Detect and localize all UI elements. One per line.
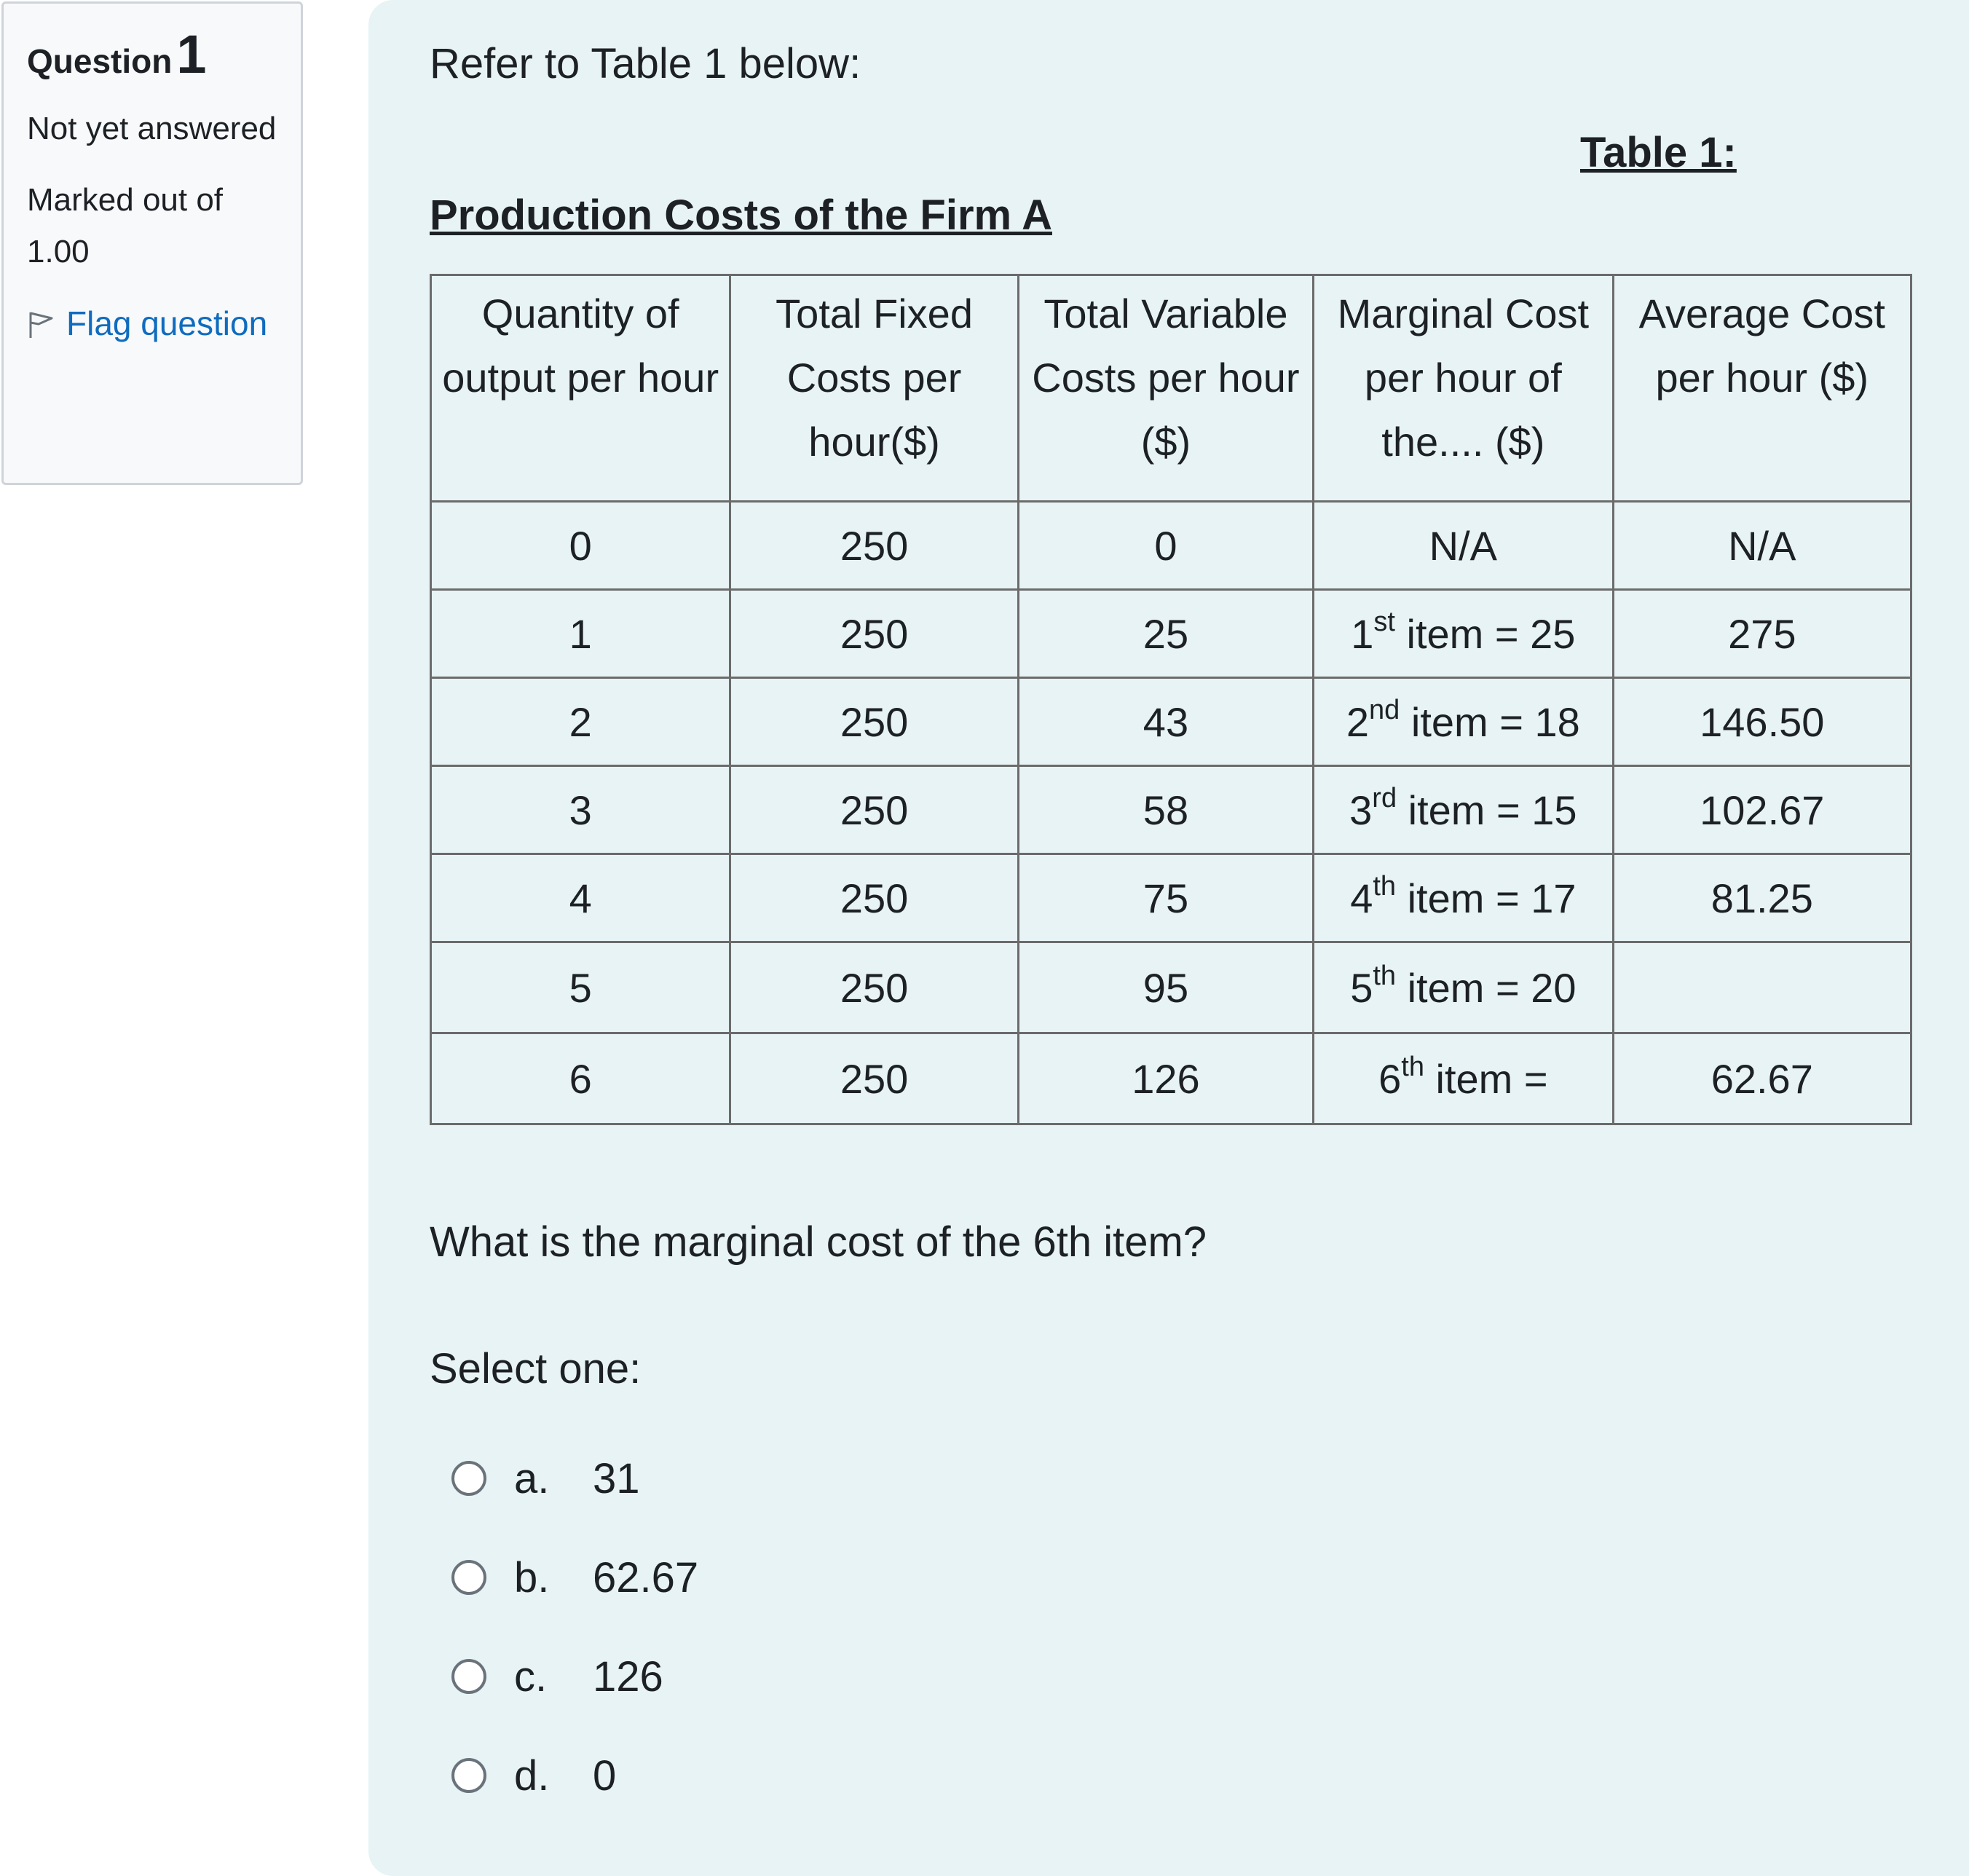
mc-value: item = 15 bbox=[1397, 787, 1577, 833]
option-value: 126 bbox=[593, 1652, 663, 1700]
option-value: 31 bbox=[593, 1454, 640, 1502]
radio-button[interactable] bbox=[451, 1659, 486, 1694]
cell-quantity: 4 bbox=[431, 854, 730, 942]
question-label: Question bbox=[27, 42, 173, 80]
mc-ordinal: 2 bbox=[1346, 698, 1370, 745]
cell-quantity: 5 bbox=[431, 942, 730, 1033]
header-total-fixed-costs: Total Fixed Costs per hour($) bbox=[730, 275, 1018, 502]
cell-quantity: 0 bbox=[431, 502, 730, 590]
cell-mc bbox=[1314, 854, 1613, 942]
cell-ac: 102.67 bbox=[1613, 766, 1911, 854]
mc-value: item = 20 bbox=[1396, 964, 1577, 1011]
header-average-cost: Average Cost per hour ($) bbox=[1613, 275, 1911, 502]
mc-ordinal: 3 bbox=[1349, 787, 1373, 833]
cell-tfc: 250 bbox=[730, 854, 1018, 942]
mc-ordinal-suffix: th bbox=[1373, 960, 1397, 991]
table-row bbox=[431, 590, 1911, 678]
question-info-panel bbox=[1, 1, 303, 485]
cell-quantity: 6 bbox=[431, 1033, 730, 1124]
answer-options bbox=[451, 1429, 698, 1825]
answer-option-b[interactable] bbox=[451, 1528, 698, 1627]
cell-tfc: 250 bbox=[730, 590, 1018, 678]
option-value: 62.67 bbox=[593, 1553, 699, 1601]
mc-ordinal-suffix: th bbox=[1401, 1051, 1424, 1082]
cell-mc bbox=[1314, 1033, 1613, 1124]
table-header-row bbox=[431, 275, 1911, 502]
mc-ordinal: 1 bbox=[1351, 610, 1374, 657]
question-state: Not yet answered bbox=[27, 110, 277, 146]
mc-value: item = 18 bbox=[1400, 698, 1580, 745]
cell-tvc: 0 bbox=[1018, 502, 1313, 590]
cell-ac bbox=[1613, 942, 1911, 1033]
cell-tfc: 250 bbox=[730, 502, 1018, 590]
option-value: 0 bbox=[593, 1751, 617, 1800]
option-letter: c. bbox=[514, 1652, 548, 1700]
mc-ordinal: 5 bbox=[1350, 964, 1373, 1011]
mc-ordinal-suffix: st bbox=[1373, 606, 1395, 637]
cell-tfc: 250 bbox=[730, 678, 1018, 766]
mc-value: item = bbox=[1424, 1055, 1548, 1102]
mc-ordinal-suffix: rd bbox=[1372, 782, 1397, 813]
mc-value: item = 25 bbox=[1394, 610, 1576, 657]
cell-ac: 62.67 bbox=[1613, 1033, 1911, 1124]
select-one-prompt: Select one: bbox=[430, 1345, 642, 1392]
cell-mc bbox=[1314, 678, 1613, 766]
header-total-variable-costs: Total Variable Costs per hour ($) bbox=[1018, 275, 1313, 502]
radio-button[interactable] bbox=[451, 1560, 486, 1595]
answer-option-d[interactable] bbox=[451, 1726, 698, 1825]
table-row bbox=[431, 942, 1911, 1033]
answer-option-a[interactable] bbox=[451, 1429, 698, 1528]
flag-question-label: Flag question bbox=[66, 304, 268, 342]
cell-ac: 275 bbox=[1613, 590, 1911, 678]
table-row bbox=[431, 854, 1911, 942]
production-costs-table bbox=[430, 274, 1912, 1125]
cell-tfc: 250 bbox=[730, 942, 1018, 1033]
cell-quantity: 3 bbox=[431, 766, 730, 854]
question-number: 1 bbox=[176, 24, 207, 84]
mc-ordinal: 6 bbox=[1378, 1055, 1402, 1102]
cell-tvc: 95 bbox=[1018, 942, 1313, 1033]
table-row bbox=[431, 766, 1911, 854]
cell-tfc: 250 bbox=[730, 766, 1018, 854]
question-text: What is the marginal cost of the 6th item? bbox=[430, 1218, 1207, 1266]
answer-option-c[interactable] bbox=[451, 1627, 698, 1726]
cell-ac: 146.50 bbox=[1613, 678, 1911, 766]
cell-mc bbox=[1314, 590, 1613, 678]
header-marginal-cost: Marginal Cost per hour of the.... ($) bbox=[1314, 275, 1613, 502]
table-row bbox=[431, 1033, 1911, 1124]
table-caption: Table 1: bbox=[1580, 129, 1737, 176]
question-intro: Refer to Table 1 below: bbox=[430, 40, 861, 87]
option-letter: d. bbox=[514, 1751, 550, 1800]
option-letter: a. bbox=[514, 1454, 550, 1502]
option-letter: b. bbox=[514, 1553, 550, 1601]
mc-ordinal-suffix: nd bbox=[1369, 694, 1400, 725]
cell-tfc: 250 bbox=[730, 1033, 1018, 1124]
mc-ordinal-suffix: th bbox=[1373, 870, 1397, 902]
radio-button[interactable] bbox=[451, 1461, 486, 1496]
radio-button[interactable] bbox=[451, 1758, 486, 1793]
table-row bbox=[431, 502, 1911, 590]
mc-ordinal: 4 bbox=[1350, 875, 1373, 921]
cell-tvc: 58 bbox=[1018, 766, 1313, 854]
question-number-heading bbox=[27, 23, 277, 87]
flag-icon bbox=[27, 304, 66, 342]
question-grade: Marked out of 1.00 bbox=[27, 182, 224, 269]
cell-tvc: 25 bbox=[1018, 590, 1313, 678]
flag-question-link[interactable] bbox=[27, 298, 277, 350]
cell-tvc: 126 bbox=[1018, 1033, 1313, 1124]
cell-quantity: 2 bbox=[431, 678, 730, 766]
table-row bbox=[431, 678, 1911, 766]
cell-mc bbox=[1314, 766, 1613, 854]
cell-mc bbox=[1314, 942, 1613, 1033]
cell-quantity: 1 bbox=[431, 590, 730, 678]
header-quantity: Quantity of output per hour bbox=[431, 275, 730, 502]
mc-value: item = 17 bbox=[1396, 875, 1577, 921]
cell-mc: N/A bbox=[1314, 502, 1613, 590]
table-title: Production Costs of the Firm A bbox=[430, 192, 1052, 239]
cell-tvc: 75 bbox=[1018, 854, 1313, 942]
cell-ac: 81.25 bbox=[1613, 854, 1911, 942]
cell-tvc: 43 bbox=[1018, 678, 1313, 766]
cell-ac: N/A bbox=[1613, 502, 1911, 590]
question-content bbox=[368, 0, 1969, 1876]
